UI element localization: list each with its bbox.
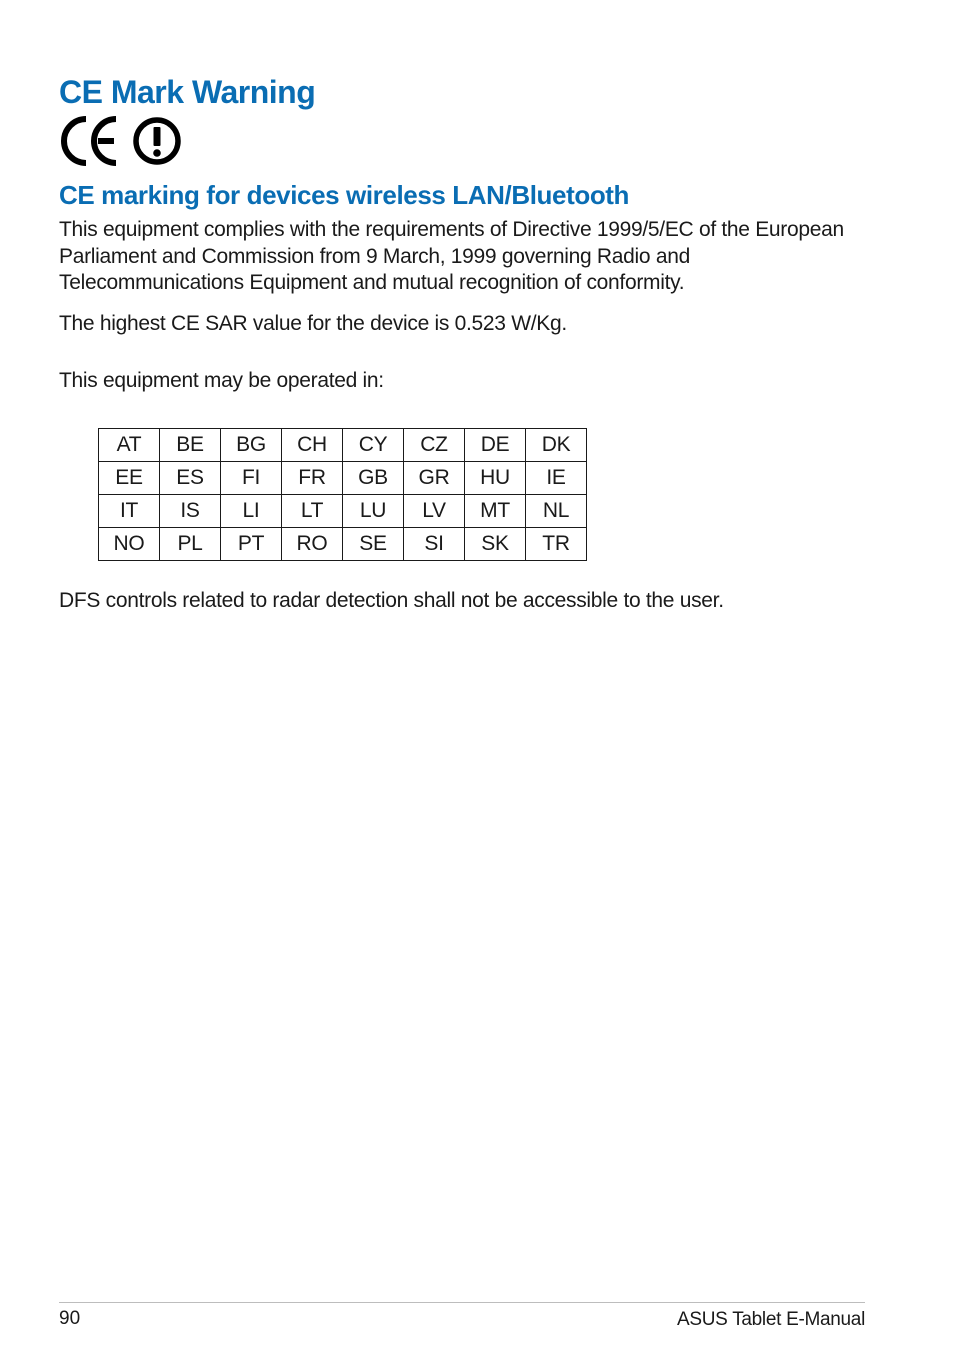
country-cell: IT [99,495,160,528]
country-cell: FI [221,462,282,495]
country-cell: PT [221,528,282,561]
footer-divider [59,1302,865,1303]
table-row [99,462,587,495]
country-cell: NL [526,495,587,528]
country-table [98,428,587,561]
country-cell: BE [160,429,221,462]
ce-mark-logo [58,114,184,168]
country-cell: LV [404,495,465,528]
operated-in-paragraph: This equipment may be operated in: [59,369,384,392]
country-cell: CZ [404,429,465,462]
country-cell: DE [465,429,526,462]
ce-mark-icon [64,119,116,163]
country-cell: RO [282,528,343,561]
page-number: 90 [59,1308,81,1329]
page-title: CE Mark Warning [59,74,316,110]
country-cell: TR [526,528,587,561]
country-cell: ES [160,462,221,495]
country-cell: SE [343,528,404,561]
country-cell: NO [99,528,160,561]
section-heading: CE marking for devices wireless LAN/Bluetooth [59,180,630,210]
country-cell: LU [343,495,404,528]
country-cell: CH [282,429,343,462]
table-row [99,495,587,528]
country-cell: CY [343,429,404,462]
country-cell: LI [221,495,282,528]
country-cell: IS [160,495,221,528]
alert-exclamation-icon [136,120,178,162]
country-cell: HU [465,462,526,495]
directive-paragraph: This equipment complies with the requirements of Directive 1999/5/EC of the European Parliament and Commission from 9 March, 1999 governing Radio and Telecommunications Equipment and mutual recognition of conformity. [59,218,844,294]
country-cell: BG [221,429,282,462]
country-cell: DK [526,429,587,462]
country-cell: IE [526,462,587,495]
table-row [99,528,587,561]
dfs-paragraph: DFS controls related to radar detection shall not be accessible to the user. [59,589,724,612]
table-row [99,429,587,462]
sar-paragraph: The highest CE SAR value for the device is 0.523 W/Kg. [59,312,567,335]
country-cell: SI [404,528,465,561]
country-cell: MT [465,495,526,528]
country-cell: GB [343,462,404,495]
country-cell: SK [465,528,526,561]
country-cell: AT [99,429,160,462]
country-cell: GR [404,462,465,495]
country-cell: LT [282,495,343,528]
country-cell: FR [282,462,343,495]
country-cell: PL [160,528,221,561]
manual-name: ASUS Tablet E-Manual [677,1309,865,1330]
country-cell: EE [99,462,160,495]
